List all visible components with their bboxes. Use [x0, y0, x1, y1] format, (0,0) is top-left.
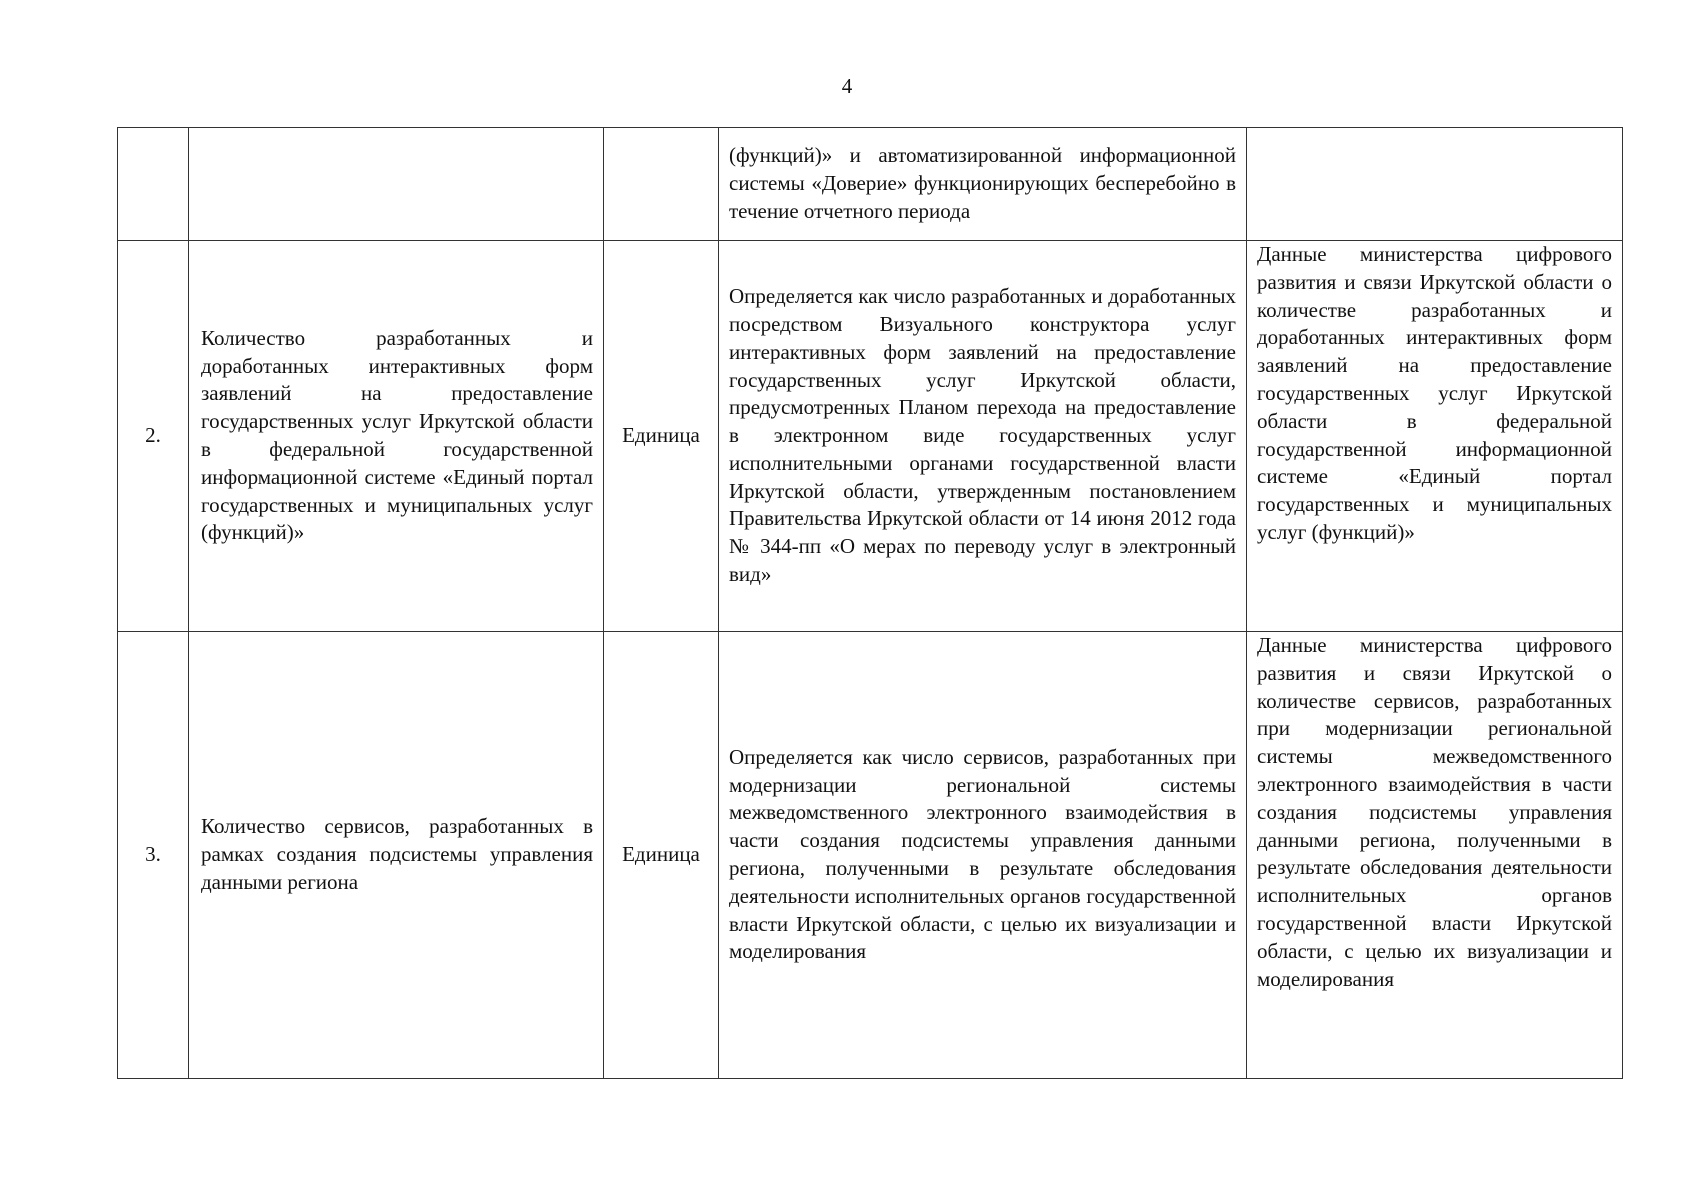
page-number: 4	[841, 74, 853, 98]
calculation-method-cell: Определяется как число сервисов, разработанных при модернизации региональной системы межведомственного электронного взаимодействия в части создания подсистемы управления данными региона, полученными в результате обследования деятельности исполнительных органов государственной власти Иркутской области, с целью их визуализации и моделирования	[719, 632, 1247, 1079]
data-source-cell: Данные министерства цифрового развития и связи Иркутской о количестве сервисов, разработанных при модернизации региональной системы межведомственного электронного взаимодействия в части создания подсистемы управления данными региона, полученными в результате обследования деятельности исполнительных органов государственной власти Иркутской области, с целью их визуализации и моделирования	[1247, 632, 1623, 1079]
data-source-cell: Данные министерства цифрового развития и связи Иркутской области о количестве разработанных и доработанных интерактивных форм заявлений на предоставление государственных услуг Иркутской области в федеральной государственной информационной системе «Единый портал государственных и муниципальных услуг (функций)»	[1247, 241, 1623, 632]
calculation-method-cell: (функций)» и автоматизированной информационной системы «Доверие» функционирующих бесперебойно в течение отчетного периода	[719, 128, 1247, 241]
row-number-cell: 3.	[118, 632, 189, 1079]
unit-cell: Единица	[604, 632, 719, 1079]
table-row	[118, 632, 1623, 1079]
unit-cell: Единица	[604, 241, 719, 632]
unit-cell	[604, 128, 719, 241]
table-row	[118, 241, 1623, 632]
data-source-cell	[1247, 128, 1623, 241]
row-number-cell: 2.	[118, 241, 189, 632]
indicator-name-cell: Количество сервисов, разработанных в рамках создания подсистемы управления данными региона	[189, 632, 604, 1079]
indicator-name-cell	[189, 128, 604, 241]
row-number-cell	[118, 128, 189, 241]
indicator-name-cell: Количество разработанных и доработанных интерактивных форм заявлений на предоставление государственных услуг Иркутской области в федеральной государственной информационной системе «Единый портал государственных и муниципальных услуг (функций)»	[189, 241, 604, 632]
calculation-method-cell: Определяется как число разработанных и доработанных посредством Визуального конструктора услуг интерактивных форм заявлений на предоставление государственных услуг Иркутской области, предусмотренных Планом перехода на предоставление в электронном виде государственных услуг исполнительными органами государственной власти Иркутской области, утвержденным постановлением Правительства Иркутской области от 14 июня 2012 года № 344-пп «О мерах по переводу услуг в электронный вид»	[719, 241, 1247, 632]
table-row	[118, 128, 1623, 241]
indicators-table	[117, 127, 1623, 1079]
